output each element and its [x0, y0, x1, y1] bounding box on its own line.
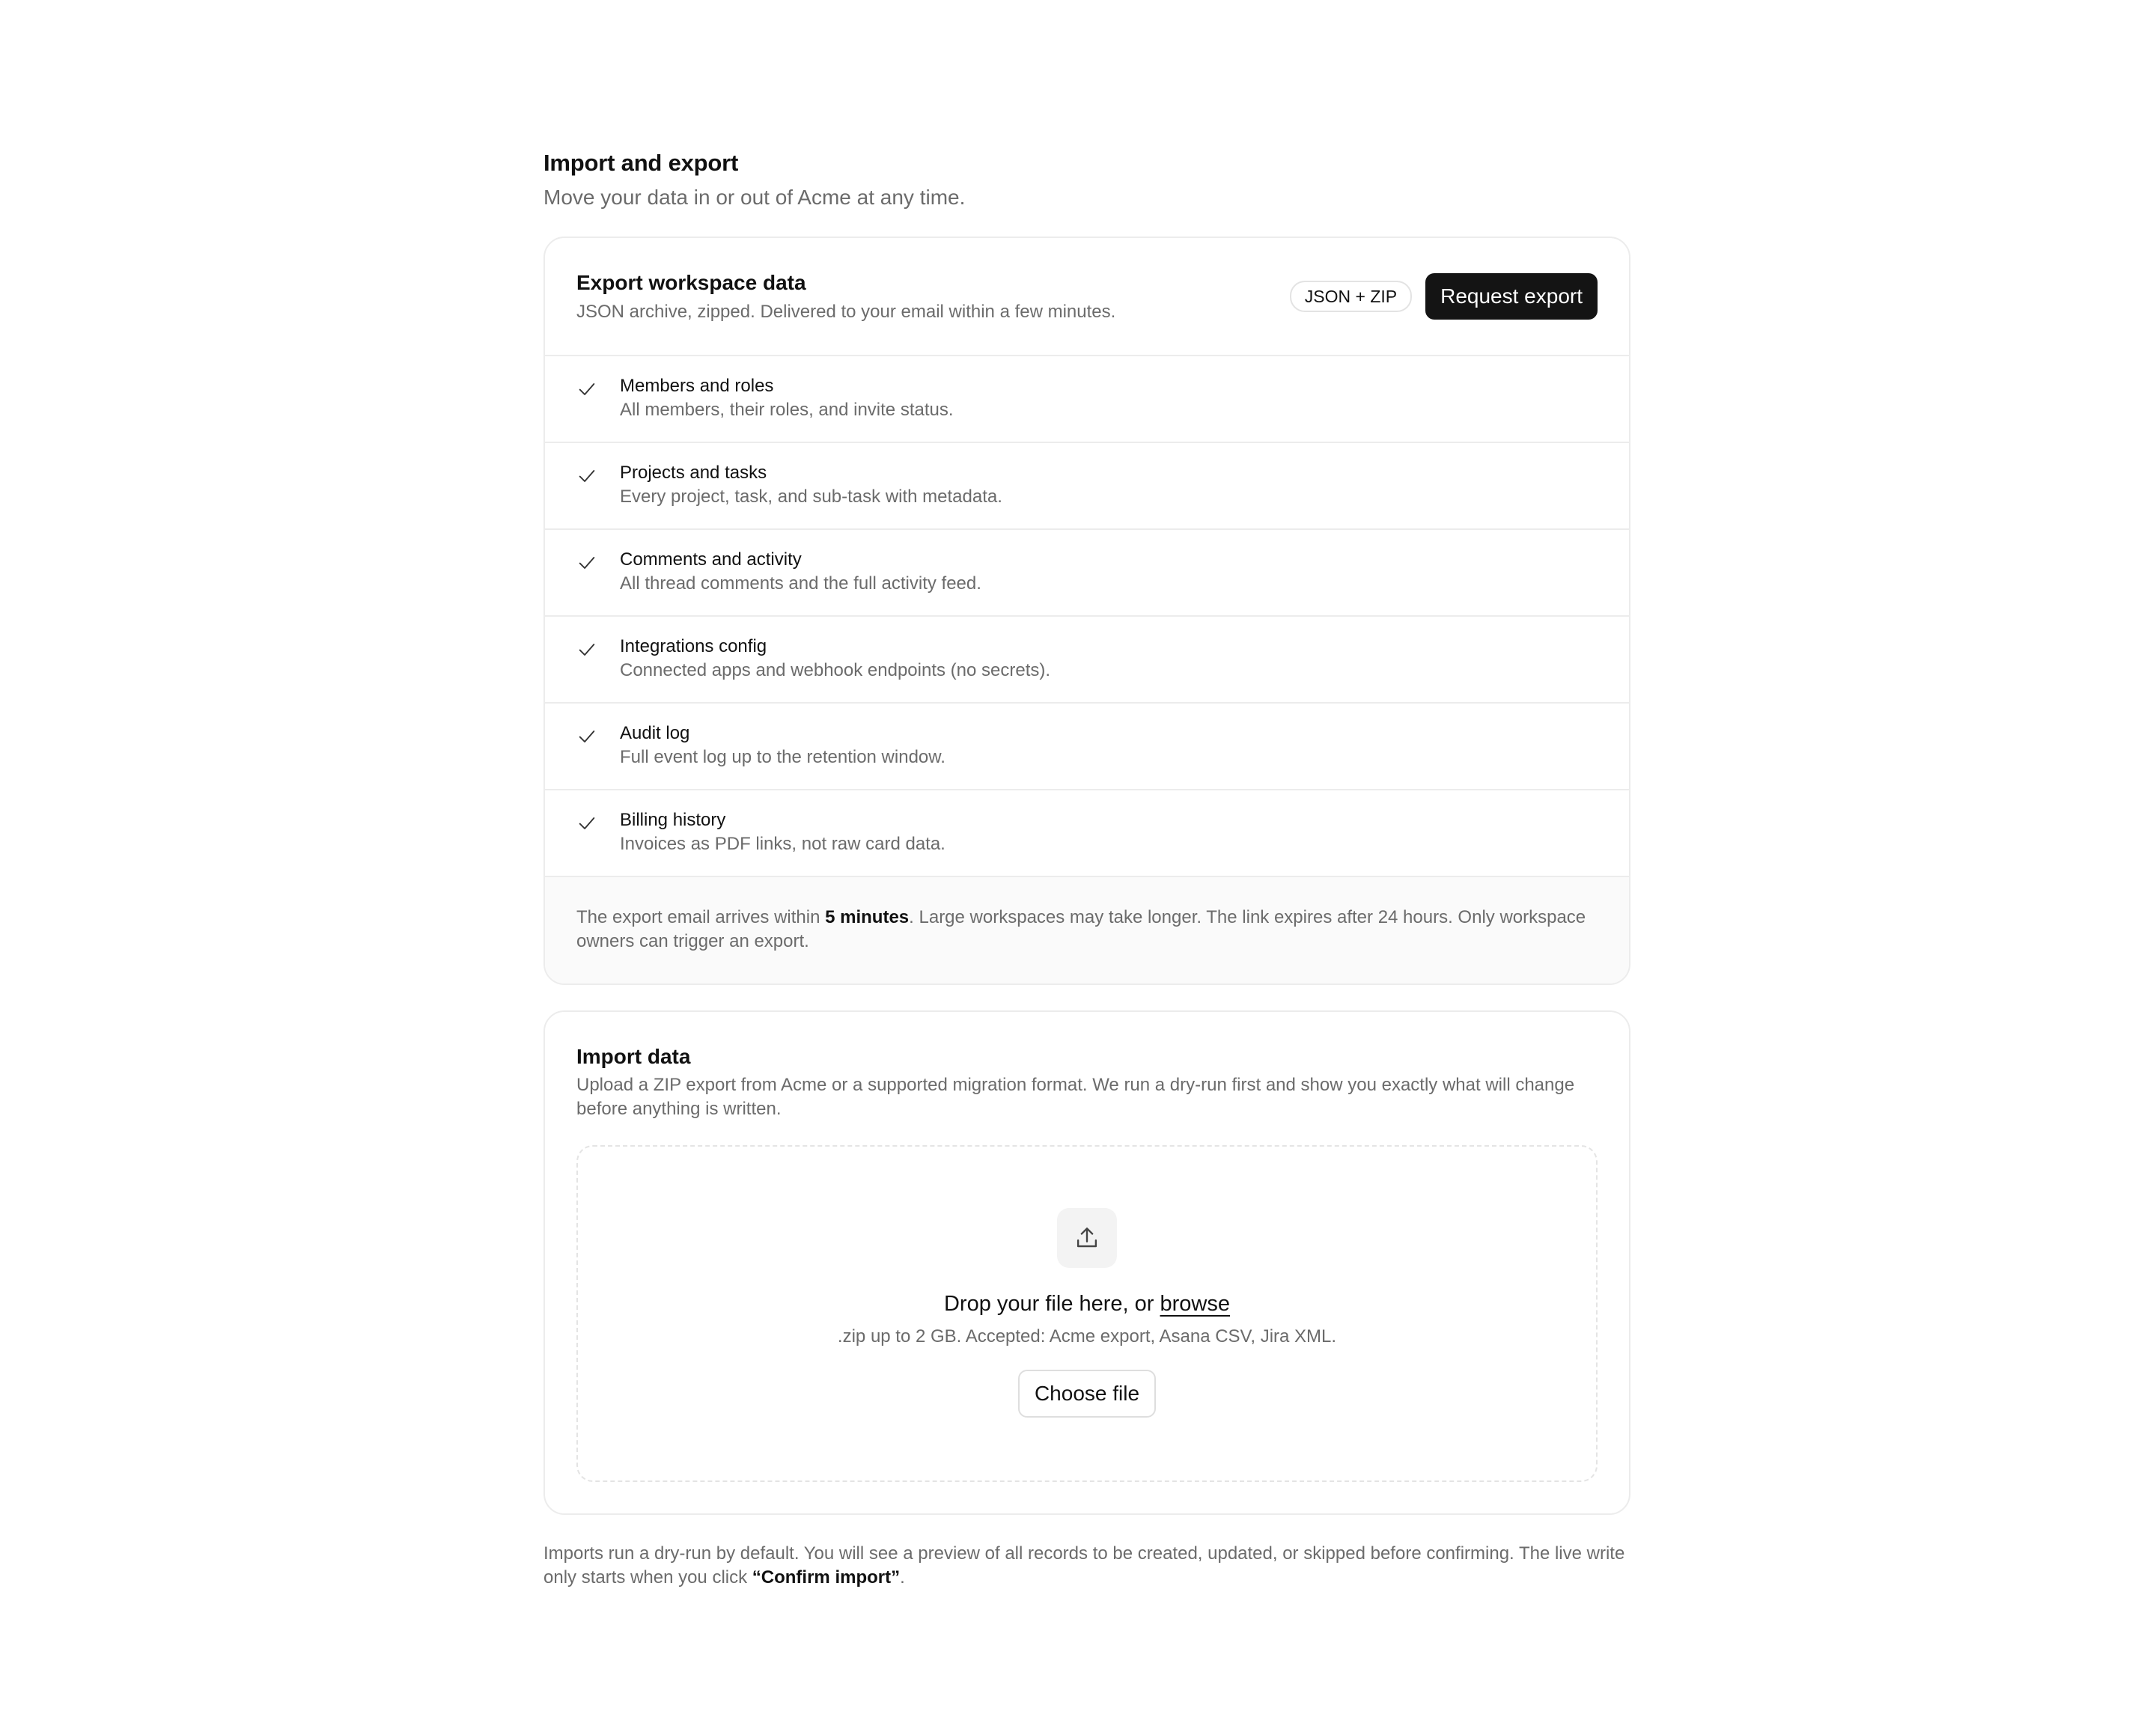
page-title: Import and export	[543, 150, 739, 176]
upload-icon	[1057, 1208, 1117, 1268]
check-icon	[576, 813, 597, 834]
format-badge: JSON + ZIP	[1290, 281, 1412, 312]
item-title: Members and roles	[620, 376, 774, 396]
item-description: Full event log up to the retention window.	[620, 747, 945, 767]
list-item	[545, 443, 1629, 530]
note-text: The export email arrives within	[576, 907, 826, 927]
check-icon	[576, 639, 597, 660]
export-items-list	[545, 356, 1629, 877]
import-description: Upload a ZIP export from Acme or a supported migration format. We run a dry-run first and show you exactly what will change before anything is written.	[576, 1075, 1575, 1119]
item-title: Audit log	[620, 723, 690, 743]
list-item	[545, 617, 1629, 704]
list-item	[545, 530, 1629, 617]
import-title: Import data	[576, 1045, 691, 1068]
check-icon	[576, 466, 597, 487]
note-highlight: 5 minutes	[825, 907, 910, 927]
list-item	[545, 704, 1629, 790]
footnote-highlight: “Confirm import”	[752, 1567, 901, 1588]
drop-text-label: Drop your file here, or	[943, 1292, 1160, 1316]
drop-hint: .zip up to 2 GB. Accepted: Acme export, Asana CSV, Jira XML.	[837, 1326, 1337, 1346]
export-title: Export workspace data	[576, 271, 806, 294]
check-icon	[576, 552, 597, 573]
import-footnote	[543, 1542, 1630, 1590]
export-card	[543, 237, 1630, 985]
item-title: Integrations config	[620, 636, 767, 656]
list-item	[545, 356, 1629, 443]
item-title: Billing history	[620, 810, 726, 830]
item-description: Invoices as PDF links, not raw card data.	[620, 834, 945, 854]
check-icon	[576, 379, 597, 400]
footnote-text: Imports run a dry-run by default. You will see a preview of all records to be created, updated, or skipped before confirming. The live write only starts when you click	[543, 1543, 1625, 1588]
file-dropzone[interactable]	[576, 1145, 1598, 1482]
choose-file-button[interactable]: Choose file	[1018, 1370, 1156, 1418]
item-description: Every project, task, and sub-task with metadata.	[620, 487, 1002, 507]
export-description: JSON archive, zipped. Delivered to your email within a few minutes.	[576, 302, 1116, 322]
import-card	[543, 1010, 1630, 1515]
drop-text	[944, 1289, 1230, 1319]
item-title: Comments and activity	[620, 549, 802, 570]
list-item	[545, 790, 1629, 877]
export-note	[545, 877, 1629, 983]
browse-link[interactable]: browse	[1160, 1292, 1230, 1316]
footnote-text-end: .	[900, 1567, 905, 1588]
item-title: Projects and tasks	[620, 463, 767, 483]
note-text-end: . Large workspaces may take longer. The link expires after 24 hours. Only workspace owners can trigger an export.	[576, 907, 1586, 951]
export-card-header	[545, 238, 1629, 356]
item-description: All members, their roles, and invite status.	[620, 400, 954, 420]
check-icon	[576, 726, 597, 747]
item-description: Connected apps and webhook endpoints (no secrets).	[620, 660, 1051, 680]
request-export-button[interactable]: Request export	[1425, 273, 1598, 320]
item-description: All thread comments and the full activity feed.	[620, 573, 981, 594]
page-subtitle: Move your data in or out of Acme at any time.	[543, 186, 966, 209]
import-export-page	[543, 147, 1630, 1590]
